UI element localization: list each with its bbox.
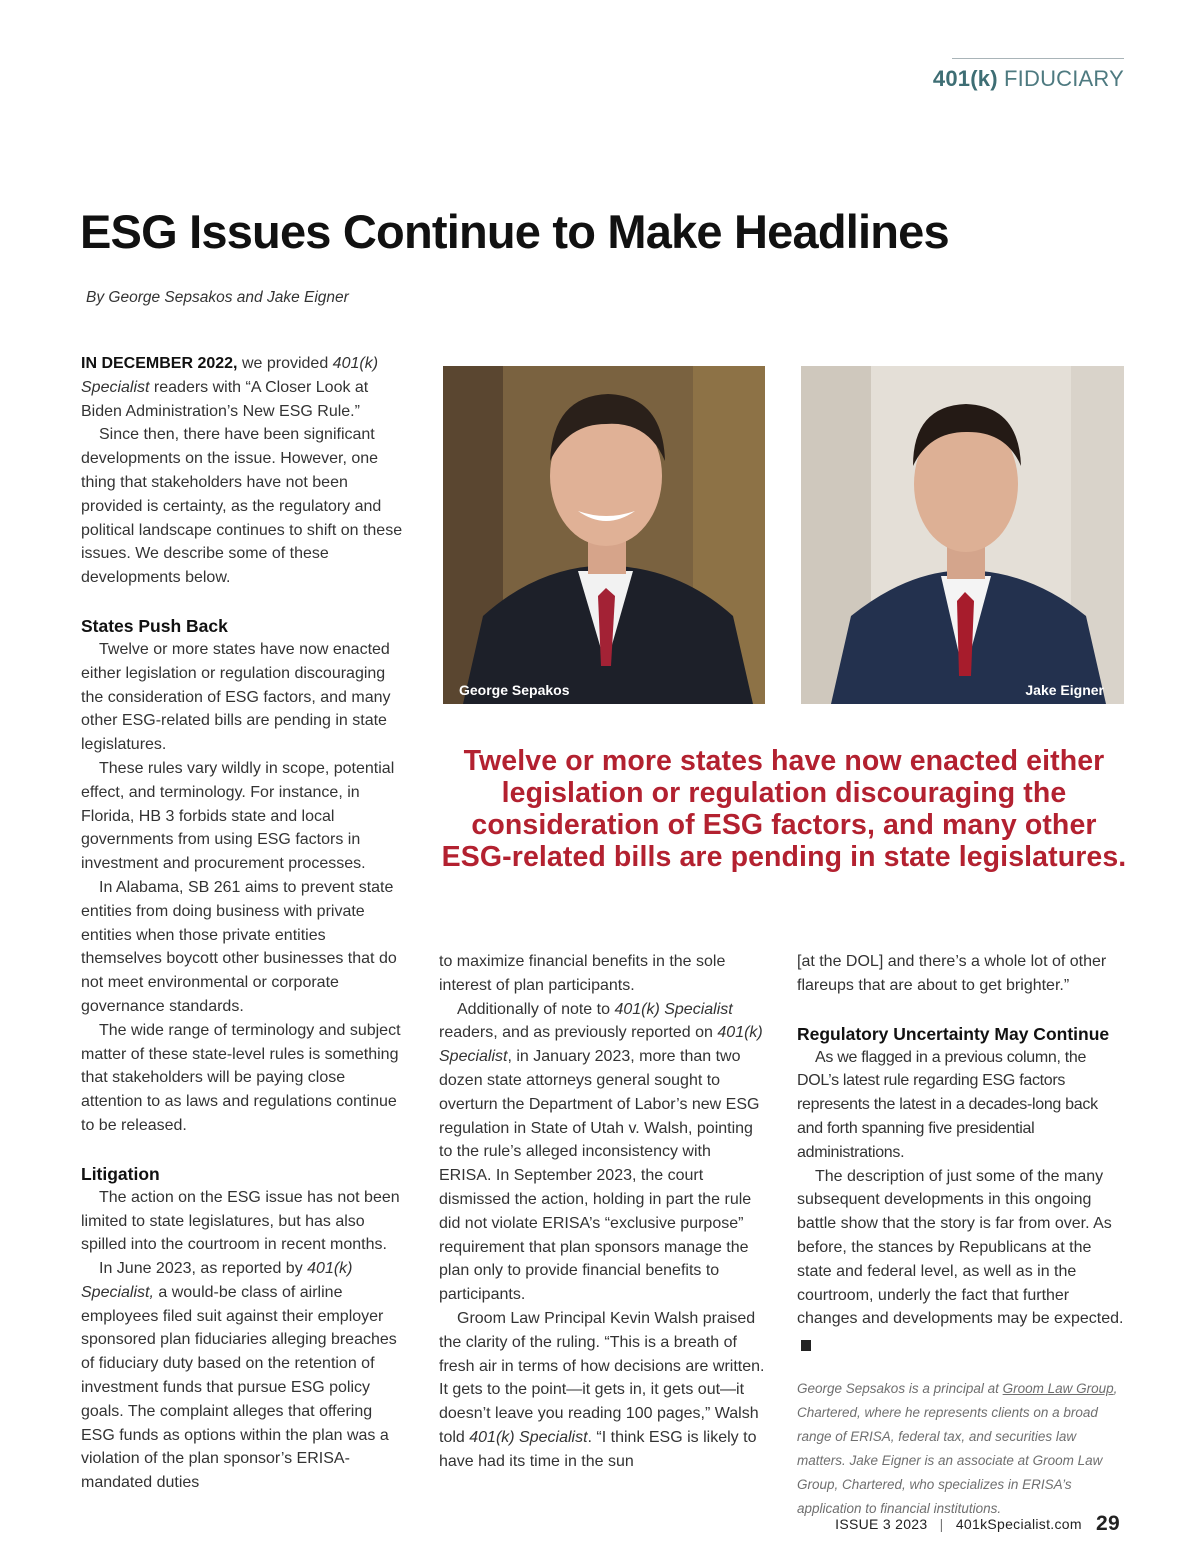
- portrait-illustration: [801, 366, 1124, 704]
- text-run: George Sepsakos is a principal at: [797, 1380, 1003, 1396]
- footer-separator: |: [939, 1516, 944, 1532]
- byline: By George Sepsakos and Jake Eigner: [86, 289, 349, 306]
- text-run: Groom Law Principal Kevin Walsh praised the clarity of the ruling. “This is a breath of fresh air in terms of how decisions are written. It gets to the point—it gets in, it gets out—it doesn’t leave you reading 100 pages,” Walsh told: [439, 1309, 765, 1446]
- regulatory-paragraph-1: As we flagged in a previous column, the DOL’s latest rule regarding ESG factors represents the latest in a decades-long back and forth spanning five presidential administrations.: [797, 1048, 1098, 1161]
- states-paragraph-2: These rules vary wildly in scope, potential effect, and terminology. For instance, in Florida, HB 3 forbids state and local governments from using ESG factors in investment and procurement processes.: [81, 759, 395, 873]
- section-heading-regulatory: Regulatory Uncertainty May Continue: [797, 1023, 1110, 1044]
- intro-paragraph-1: [81, 352, 403, 423]
- section-rule: [952, 58, 1124, 59]
- page-footer: [835, 1512, 1120, 1536]
- photo-caption-right: Jake Eigner: [1025, 682, 1104, 698]
- litigation-paragraph-1: The action on the ESG issue has not been limited to state legislatures, but has also spilled into the courtroom in recent months.: [81, 1188, 400, 1254]
- regulatory-paragraph-2: [797, 1165, 1124, 1355]
- text-run: readers, and as previously reported on: [439, 1024, 718, 1042]
- text-run: , in January 2023, more than two dozen state attorneys general sought to overturn the Department of Labor’s new ESG regulation in State of Utah v. Walsh, pointing to the rule’s alleged inconsistency with ERISA. In September 2023, the court dismissed the action, holding in part the rule did not violate ERISA’s “exclusive purpose” requirement that plan sponsors manage the plan only to provide financial benefits to participants.: [439, 1048, 760, 1304]
- states-paragraph-3: In Alabama, SB 261 aims to prevent state entities from doing business with private entities when those private entities themselves boycott other businesses that do not meet environmental or corporate governance standards.: [81, 878, 397, 1015]
- article-title: ESG Issues Continue to Make Headlines: [80, 205, 949, 258]
- publication-name: 401(k) Specialist: [439, 1024, 763, 1066]
- text-run: a would-be class of airline employees filed suit against their employer sponsored plan fiduciaries alleging breaches of fiduciary duty based on the retention of investment funds that pursue ESG policy goals. The complaint alleges that offering ESG funds as options within the plan was a violation of the plan sponsor’s ERISA-mandated duties: [81, 1283, 397, 1492]
- litigation-paragraph-4: [439, 1307, 765, 1474]
- photo-jake-eigner: [801, 366, 1124, 704]
- end-of-article-mark-icon: K: [801, 1340, 811, 1351]
- section-tag-light: FIDUCIARY: [1004, 66, 1124, 91]
- photo-caption-left: George Sepakos: [459, 682, 570, 698]
- site-name: 401kSpecialist.com: [955, 1516, 1082, 1532]
- litigation-paragraph-4-continued: [at the DOL] and there’s a whole lot of other flareups that are about to get brighter.”: [797, 953, 1107, 994]
- section-tag-bold: 401(k): [932, 66, 998, 91]
- intro-paragraph-2: Since then, there have been significant developments on the issue. However, one thing that stakeholders have not been provided is certainty, as the regulatory and political landscape continues to shift on these issues. We describe some of these developments below.: [81, 426, 403, 587]
- issue-label: ISSUE 3 2023: [835, 1516, 928, 1532]
- text-run: we provided: [237, 355, 333, 372]
- column-2: [439, 950, 765, 1474]
- publication-name: 401(k) Specialist: [81, 355, 379, 396]
- page-number: 29: [1096, 1512, 1120, 1535]
- portrait-illustration: [443, 366, 765, 704]
- publication-name: 401(k) Specialist: [469, 1428, 588, 1446]
- column-1: [81, 352, 403, 1495]
- states-paragraph-1: Twelve or more states have now enacted either legislation or regulation discouraging the consideration of ESG factors, and many other ESG-related bills are pending in state legislatures.: [81, 640, 391, 754]
- column-3: [797, 950, 1124, 1521]
- text-run: In June 2023, as reported by: [99, 1260, 308, 1278]
- section-heading-states: States Push Back: [81, 615, 228, 636]
- section-heading-litigation: Litigation: [81, 1163, 160, 1184]
- text-run: The description of just some of the many subsequent developments in this ongoing battle show that the story is far from over. As before, the stances by Republicans at the state and federal level, as well as in the courtroom, underly the fact that further changes and developments may be expected.: [797, 1167, 1124, 1328]
- section-tag: [933, 66, 1124, 92]
- pull-quote: Twelve or more states have now enacted either legislation or regulation discouraging the consideration of ESG factors, and many other ESG-related bills are pending in state legislatures.: [441, 745, 1127, 873]
- photo-george-sepsakos: [443, 366, 765, 704]
- publication-name: 401(k) Specialist: [614, 1000, 733, 1018]
- litigation-paragraph-2-continued: to maximize financial benefits in the sole interest of plan participants.: [439, 953, 726, 994]
- litigation-paragraph-3: [439, 998, 765, 1307]
- author-bio: [797, 1377, 1124, 1521]
- lead-in: IN DECEMBER 2022,: [81, 355, 238, 372]
- text-run: Additionally of note to: [457, 1000, 615, 1018]
- text-run: . “I think ESG is likely to have had its time in the sun: [439, 1428, 757, 1470]
- states-paragraph-4: The wide range of terminology and subject matter of these state-level rules is something that stakeholders will be paying close attention to as laws and regulations continue to be released.: [81, 1021, 401, 1134]
- publication-name: 401(k) Specialist,: [81, 1260, 353, 1301]
- text-run: , Chartered, where he represents clients on a broad range of ERISA, federal tax, and securities law matters. Jake Eigner is an associate at Groom Law Group, Chartered, who specializes in ERISA’s application to financial institutions.: [797, 1380, 1118, 1516]
- text-run: readers with “A Closer Look at Biden Administration’s New ESG Rule.”: [81, 378, 369, 420]
- firm-link[interactable]: Groom Law Group: [1002, 1380, 1114, 1396]
- litigation-paragraph-2: [81, 1257, 403, 1495]
